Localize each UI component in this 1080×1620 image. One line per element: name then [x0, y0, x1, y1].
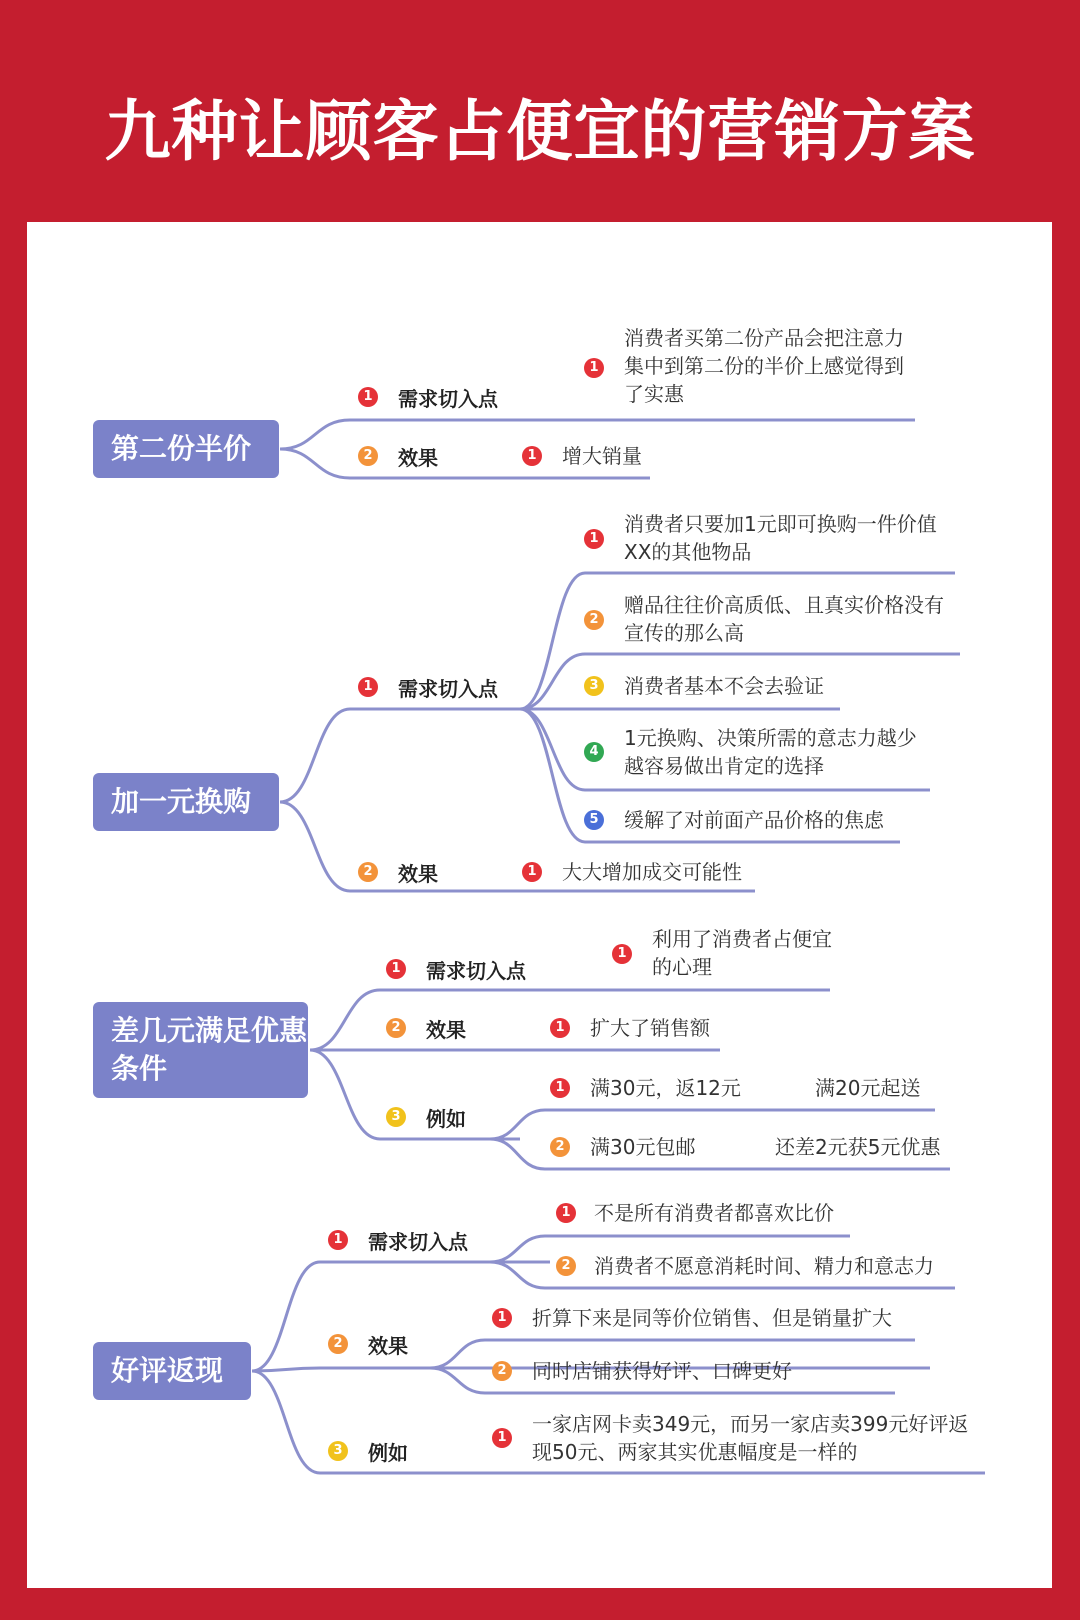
badge-1: 1 [584, 358, 604, 378]
leaf-text: 利用了消费者占便宜的心理 [652, 927, 832, 979]
badge-1: 1 [550, 1018, 570, 1038]
badge-1: 1 [556, 1203, 576, 1223]
branch-example: 例如 [368, 1441, 408, 1465]
root-node-second-half-price: 第二份半价 [93, 420, 279, 478]
badge-1: 1 [522, 862, 542, 882]
badge-1: 1 [550, 1078, 570, 1098]
badge-4: 4 [584, 742, 604, 762]
badge-2: 2 [358, 446, 378, 466]
leaf-text-secondary: 还差2元获5元优惠 [775, 1135, 941, 1159]
leaf-text: 扩大了销售额 [590, 1016, 710, 1040]
badge-3: 3 [584, 676, 604, 696]
root-node-review-cashback: 好评返现 [93, 1342, 251, 1400]
badge-2: 2 [492, 1361, 512, 1381]
branch-demand: 需求切入点 [398, 387, 498, 411]
leaf-text: 折算下来是同等价位销售、但是销量扩大 [532, 1306, 892, 1330]
leaf-text: 消费者买第二份产品会把注意力集中到第二份的半价上感觉得到了实惠 [624, 326, 904, 406]
leaf-text: 增大销量 [562, 444, 642, 468]
badge-1: 1 [612, 944, 632, 964]
leaf-text: 消费者不愿意消耗时间、精力和意志力 [594, 1254, 934, 1278]
badge-1: 1 [328, 1230, 348, 1250]
leaf-text: 满30元包邮 [590, 1135, 696, 1159]
badge-2: 2 [358, 862, 378, 882]
badge-1: 1 [584, 529, 604, 549]
badge-2: 2 [328, 1334, 348, 1354]
badge-2: 2 [556, 1256, 576, 1276]
branch-effect: 效果 [426, 1018, 466, 1042]
badge-1: 1 [492, 1428, 512, 1448]
branch-effect: 效果 [368, 1334, 408, 1358]
branch-demand: 需求切入点 [398, 677, 498, 701]
badge-1: 1 [522, 446, 542, 466]
badge-1: 1 [358, 677, 378, 697]
leaf-text: 一家店网卡卖349元，而另一家店卖399元好评返现50元、两家其实优惠幅度是一样的 [532, 1412, 969, 1464]
branch-effect: 效果 [398, 446, 438, 470]
badge-2: 2 [386, 1018, 406, 1038]
root-node-add-one-yuan: 加一元换购 [93, 773, 279, 831]
badge-1: 1 [358, 387, 378, 407]
badge-1: 1 [492, 1308, 512, 1328]
badge-1: 1 [386, 959, 406, 979]
badge-5: 5 [584, 810, 604, 830]
badge-2: 2 [584, 610, 604, 630]
branch-effect: 效果 [398, 862, 438, 886]
branch-example: 例如 [426, 1107, 466, 1131]
leaf-text: 缓解了对前面产品价格的焦虑 [624, 808, 884, 832]
leaf-text: 不是所有消费者都喜欢比价 [594, 1201, 834, 1225]
badge-2: 2 [550, 1137, 570, 1157]
badge-3: 3 [328, 1441, 348, 1461]
leaf-text: 同时店铺获得好评、口碑更好 [532, 1359, 792, 1383]
leaf-text: 1元换购、决策所需的意志力越少越容易做出肯定的选择 [624, 726, 917, 778]
page-title: 九种让顾客占便宜的营销方案 [104, 93, 976, 170]
root-node-few-yuan-discount: 差几元满足优惠条件 [93, 1002, 308, 1098]
leaf-text: 大大增加成交可能性 [562, 860, 742, 884]
branch-demand: 需求切入点 [368, 1230, 468, 1254]
branch-demand: 需求切入点 [426, 959, 526, 983]
leaf-text-secondary: 满20元起送 [815, 1076, 921, 1100]
leaf-text: 消费者只要加1元即可换购一件价值XX的其他物品 [624, 512, 937, 564]
leaf-text: 满30元，返12元 [590, 1076, 741, 1100]
badge-3: 3 [386, 1107, 406, 1127]
leaf-text: 消费者基本不会去验证 [624, 674, 824, 698]
leaf-text: 赠品往往价高质低、且真实价格没有宣传的那么高 [624, 593, 944, 645]
